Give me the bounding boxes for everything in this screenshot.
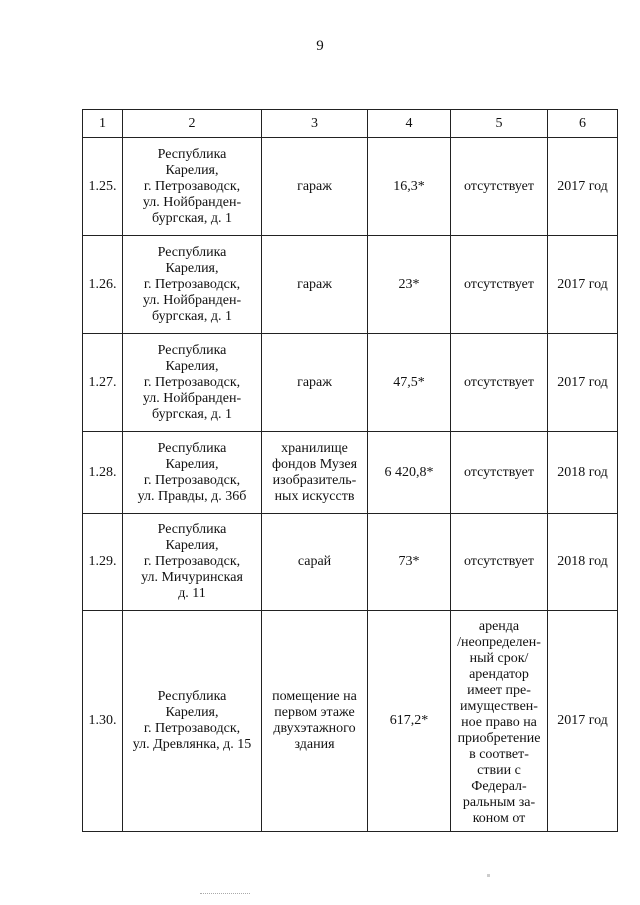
address-line: г. Петрозаводск, — [143, 554, 241, 569]
encumbrance-line: коном от — [472, 811, 526, 826]
table-row — [83, 514, 618, 611]
table-row — [83, 432, 618, 514]
address-line: ул. Нойбранден- — [142, 292, 242, 308]
encumbrance-cell — [451, 138, 548, 236]
address-line: Карелия, — [165, 260, 219, 276]
table-row — [83, 334, 618, 432]
property-table — [82, 109, 618, 832]
object-name-cell — [262, 514, 368, 611]
address-line: г. Петрозаводск, — [143, 721, 241, 736]
address-line: Карелия, — [165, 456, 219, 472]
address-line: ул. Мичуринская — [141, 570, 243, 585]
encumbrance-cell — [451, 432, 548, 514]
header-cell: 1 — [83, 110, 123, 138]
encumbrance-line: ный срок/ — [469, 651, 529, 666]
address-line: Карелия, — [165, 358, 219, 374]
encumbrance-cell — [451, 236, 548, 334]
address-line: Карелия, — [165, 538, 219, 553]
header-cell: 4 — [368, 110, 451, 138]
row-number: 1.27. — [83, 334, 123, 432]
header-cell: 5 — [451, 110, 548, 138]
area-cell: 617,2* — [368, 611, 451, 832]
encumbrance-line: аренда — [478, 619, 520, 634]
address-line: бургская, д. 1 — [152, 210, 232, 226]
header-cell: 2 — [123, 110, 262, 138]
object-name-cell — [262, 236, 368, 334]
object-name-line: хранилище — [281, 440, 348, 456]
row-number: 1.29. — [83, 514, 123, 611]
object-name-line: гараж — [297, 178, 332, 194]
address-cell — [123, 611, 262, 832]
header-row — [83, 110, 618, 138]
encumbrance-line: отсутствует — [463, 464, 535, 480]
address-line: Республика — [157, 342, 227, 358]
object-name-line: здания — [294, 737, 335, 752]
object-name-cell — [262, 138, 368, 236]
scan-artifact-line — [200, 893, 250, 894]
page-number: 9 — [316, 38, 324, 54]
encumbrance-line: имеет пре- — [467, 683, 531, 698]
object-name-line: гараж — [297, 276, 332, 292]
address-cell — [123, 432, 262, 514]
row-number: 1.26. — [83, 236, 123, 334]
address-line: д. 11 — [178, 586, 206, 601]
address-line: Карелия, — [165, 162, 219, 178]
encumbrance-cell — [451, 514, 548, 611]
object-name-line: сарай — [297, 554, 332, 569]
address-line: г. Петрозаводск, — [143, 472, 241, 488]
address-cell — [123, 514, 262, 611]
encumbrance-line: отсутствует — [463, 276, 535, 292]
address-line: г. Петрозаводск, — [143, 178, 241, 194]
object-name-line: фондов Музея — [271, 456, 358, 472]
address-line: Республика — [157, 244, 227, 260]
address-line: Республика — [157, 689, 227, 704]
header-cell: 6 — [548, 110, 618, 138]
address-line: ул. Нойбранден- — [142, 390, 242, 406]
address-line: Республика — [157, 146, 227, 162]
encumbrance-cell — [451, 334, 548, 432]
encumbrance-cell — [451, 611, 548, 832]
table-row — [83, 611, 618, 832]
encumbrance-line: приобретение — [457, 731, 541, 746]
encumbrance-line: ное право на — [461, 715, 537, 730]
year-cell: 2017 год — [548, 334, 618, 432]
year-cell: 2018 год — [548, 432, 618, 514]
row-number: 1.30. — [83, 611, 123, 832]
object-name-cell — [262, 334, 368, 432]
area-cell: 73* — [368, 514, 451, 611]
address-line: Республика — [157, 440, 227, 456]
object-name-line: двухэтажного — [273, 721, 356, 736]
object-name-line: ных искусств — [274, 488, 355, 504]
address-cell — [123, 138, 262, 236]
table-row — [83, 138, 618, 236]
address-line: ул. Древлянка, д. 15 — [132, 737, 252, 752]
year-cell: 2018 год — [548, 514, 618, 611]
address-line: ул. Нойбранден- — [142, 194, 242, 210]
area-cell: 23* — [368, 236, 451, 334]
scan-artifact-dot — [487, 874, 490, 877]
object-name-line: гараж — [297, 374, 332, 390]
encumbrance-line: в соответ- — [469, 747, 529, 762]
year-cell: 2017 год — [548, 611, 618, 832]
address-line: Карелия, — [165, 705, 219, 720]
object-name-cell — [262, 611, 368, 832]
header-cell: 3 — [262, 110, 368, 138]
address-cell — [123, 236, 262, 334]
object-name-cell — [262, 432, 368, 514]
address-line: г. Петрозаводск, — [143, 276, 241, 292]
row-number: 1.28. — [83, 432, 123, 514]
encumbrance-line: ральным за- — [462, 795, 536, 810]
address-line: бургская, д. 1 — [152, 308, 232, 324]
address-line: бургская, д. 1 — [152, 406, 232, 422]
encumbrance-line: отсутствует — [463, 554, 535, 569]
object-name-line: первом этаже — [274, 705, 355, 720]
year-cell: 2017 год — [548, 138, 618, 236]
encumbrance-line: арендатор — [469, 667, 529, 682]
object-name-line: изобразитель- — [272, 472, 357, 488]
address-line: ул. Правды, д. 36б — [137, 488, 247, 504]
encumbrance-line: отсутствует — [463, 178, 535, 194]
encumbrance-line: имуществен- — [460, 699, 538, 714]
encumbrance-line: отсутствует — [463, 374, 535, 390]
address-line: Республика — [157, 522, 227, 537]
row-number: 1.25. — [83, 138, 123, 236]
year-cell: 2017 год — [548, 236, 618, 334]
encumbrance-line: ствии с Федерал- — [471, 763, 527, 794]
object-name-line: помещение на — [272, 689, 357, 704]
table-row — [83, 236, 618, 334]
encumbrance-line: /неопределен- — [457, 635, 541, 650]
address-line: г. Петрозаводск, — [143, 374, 241, 390]
area-cell: 47,5* — [368, 334, 451, 432]
area-cell: 16,3* — [368, 138, 451, 236]
area-cell: 6 420,8* — [368, 432, 451, 514]
address-cell — [123, 334, 262, 432]
